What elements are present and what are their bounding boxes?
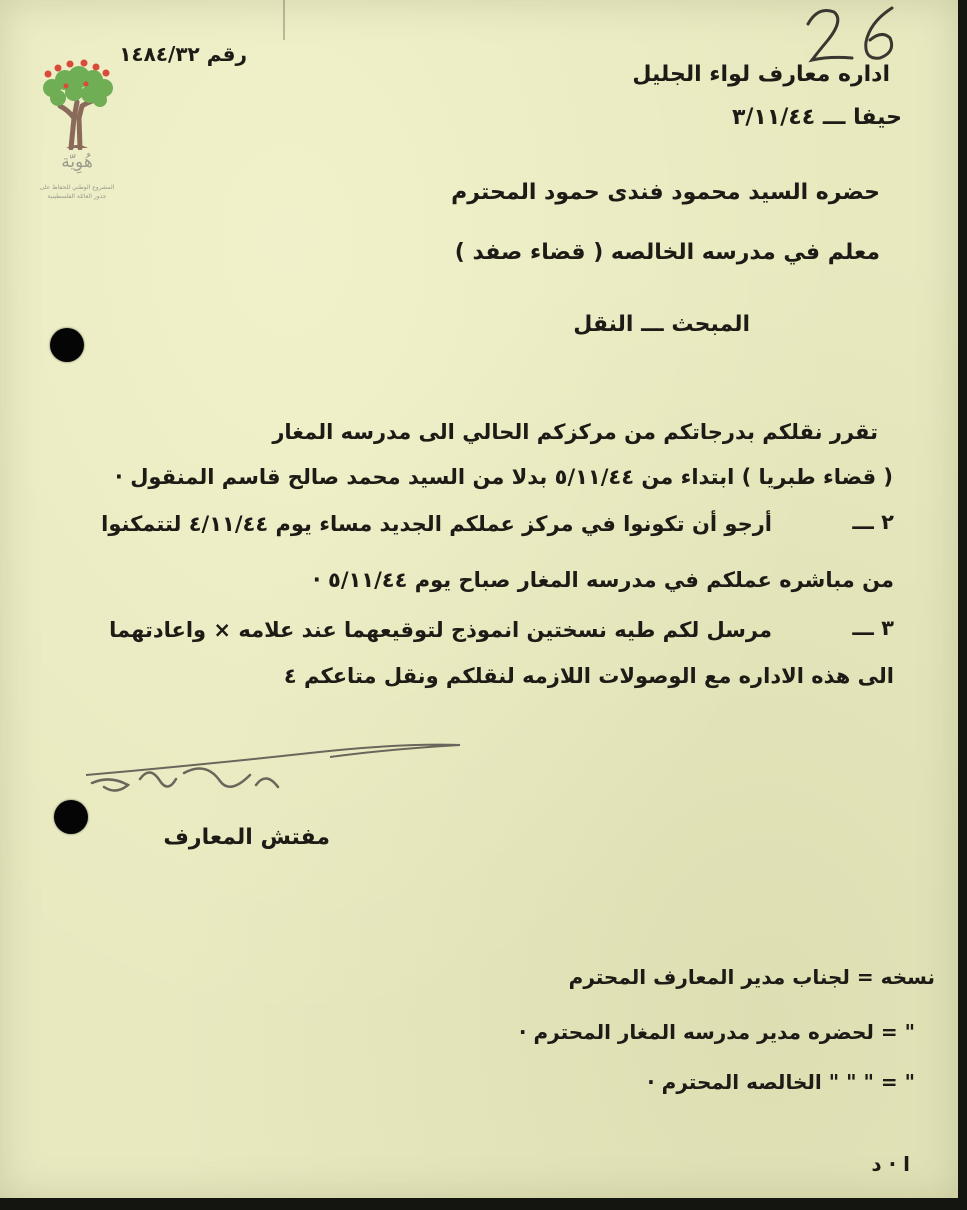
- issuing-office: اداره معارف لواء الجليل: [632, 62, 890, 87]
- copy-line-2: " = لحضره مدير مدرسه المغار المحترم ·: [518, 1020, 915, 1044]
- paragraph-2-line-1: أرجو أن تكونوا في مركز عملكم الجديد مساء يوم ٤/١١/٤٤ لتتمكنوا: [101, 512, 772, 536]
- paragraph-2-number: ٢ ـــ: [852, 510, 894, 534]
- hawiya-logo: [38, 58, 116, 208]
- punch-hole-top: [50, 328, 84, 362]
- paragraph-3-line-2: الى هذه الاداره مع الوصولات اللازمه لنقلكم ونقل متاعكم ٤: [283, 664, 894, 688]
- paragraph-3-number: ٣ ـــ: [852, 616, 894, 640]
- recipient-role: معلم في مدرسه الخالصه ( قضاء صفد ): [454, 240, 880, 265]
- logo-name: هُوِيّة: [61, 152, 93, 172]
- copy-line-1: نسخه = لجناب مدير المعارف المحترم: [568, 965, 935, 989]
- paragraph-1-line-1: تقرر نقلكم بدرجاتكم من مركزكم الحالي الى مدرسه المغار: [272, 420, 878, 444]
- paragraph-3-line-1: مرسل لكم طيه نسختين انموذج لتوقيعهما عند علامه × واعادتهما: [109, 618, 772, 642]
- recipient-name: حضره السيد محمود فندى حمود المحترم: [451, 180, 880, 205]
- subject-line: المبحث ـــ النقل: [573, 312, 750, 337]
- paragraph-1-line-2: ( قضاء طبريا ) ابتداء من ٥/١١/٤٤ بدلا من السيد محمد صالح قاسم المنقول ·: [114, 465, 893, 489]
- signatory-title: مفتش المعارف: [163, 825, 330, 850]
- footer-initials: ا · د: [871, 1152, 910, 1176]
- logo-caption-line-2: جذور العائلة الفلسطينية: [47, 193, 107, 200]
- family-tree-icon: [38, 58, 116, 150]
- handwritten-signature: [80, 735, 480, 815]
- logo-caption-line-1: المشروع الوطني للحفاظ على: [39, 184, 115, 191]
- place-and-date: حيفا ـــ ٣/١١/٤٤: [731, 105, 902, 130]
- paper-fold-line: [283, 0, 285, 40]
- copy-line-3: " = " " " الخالصه المحترم ·: [647, 1070, 915, 1094]
- reference-number: رقم ١٤٨٤/٣٢: [119, 42, 247, 66]
- paragraph-2-line-2: من مباشره عملكم في مدرسه المغار صباح يوم ٥/١١/٤٤ ·: [312, 568, 894, 592]
